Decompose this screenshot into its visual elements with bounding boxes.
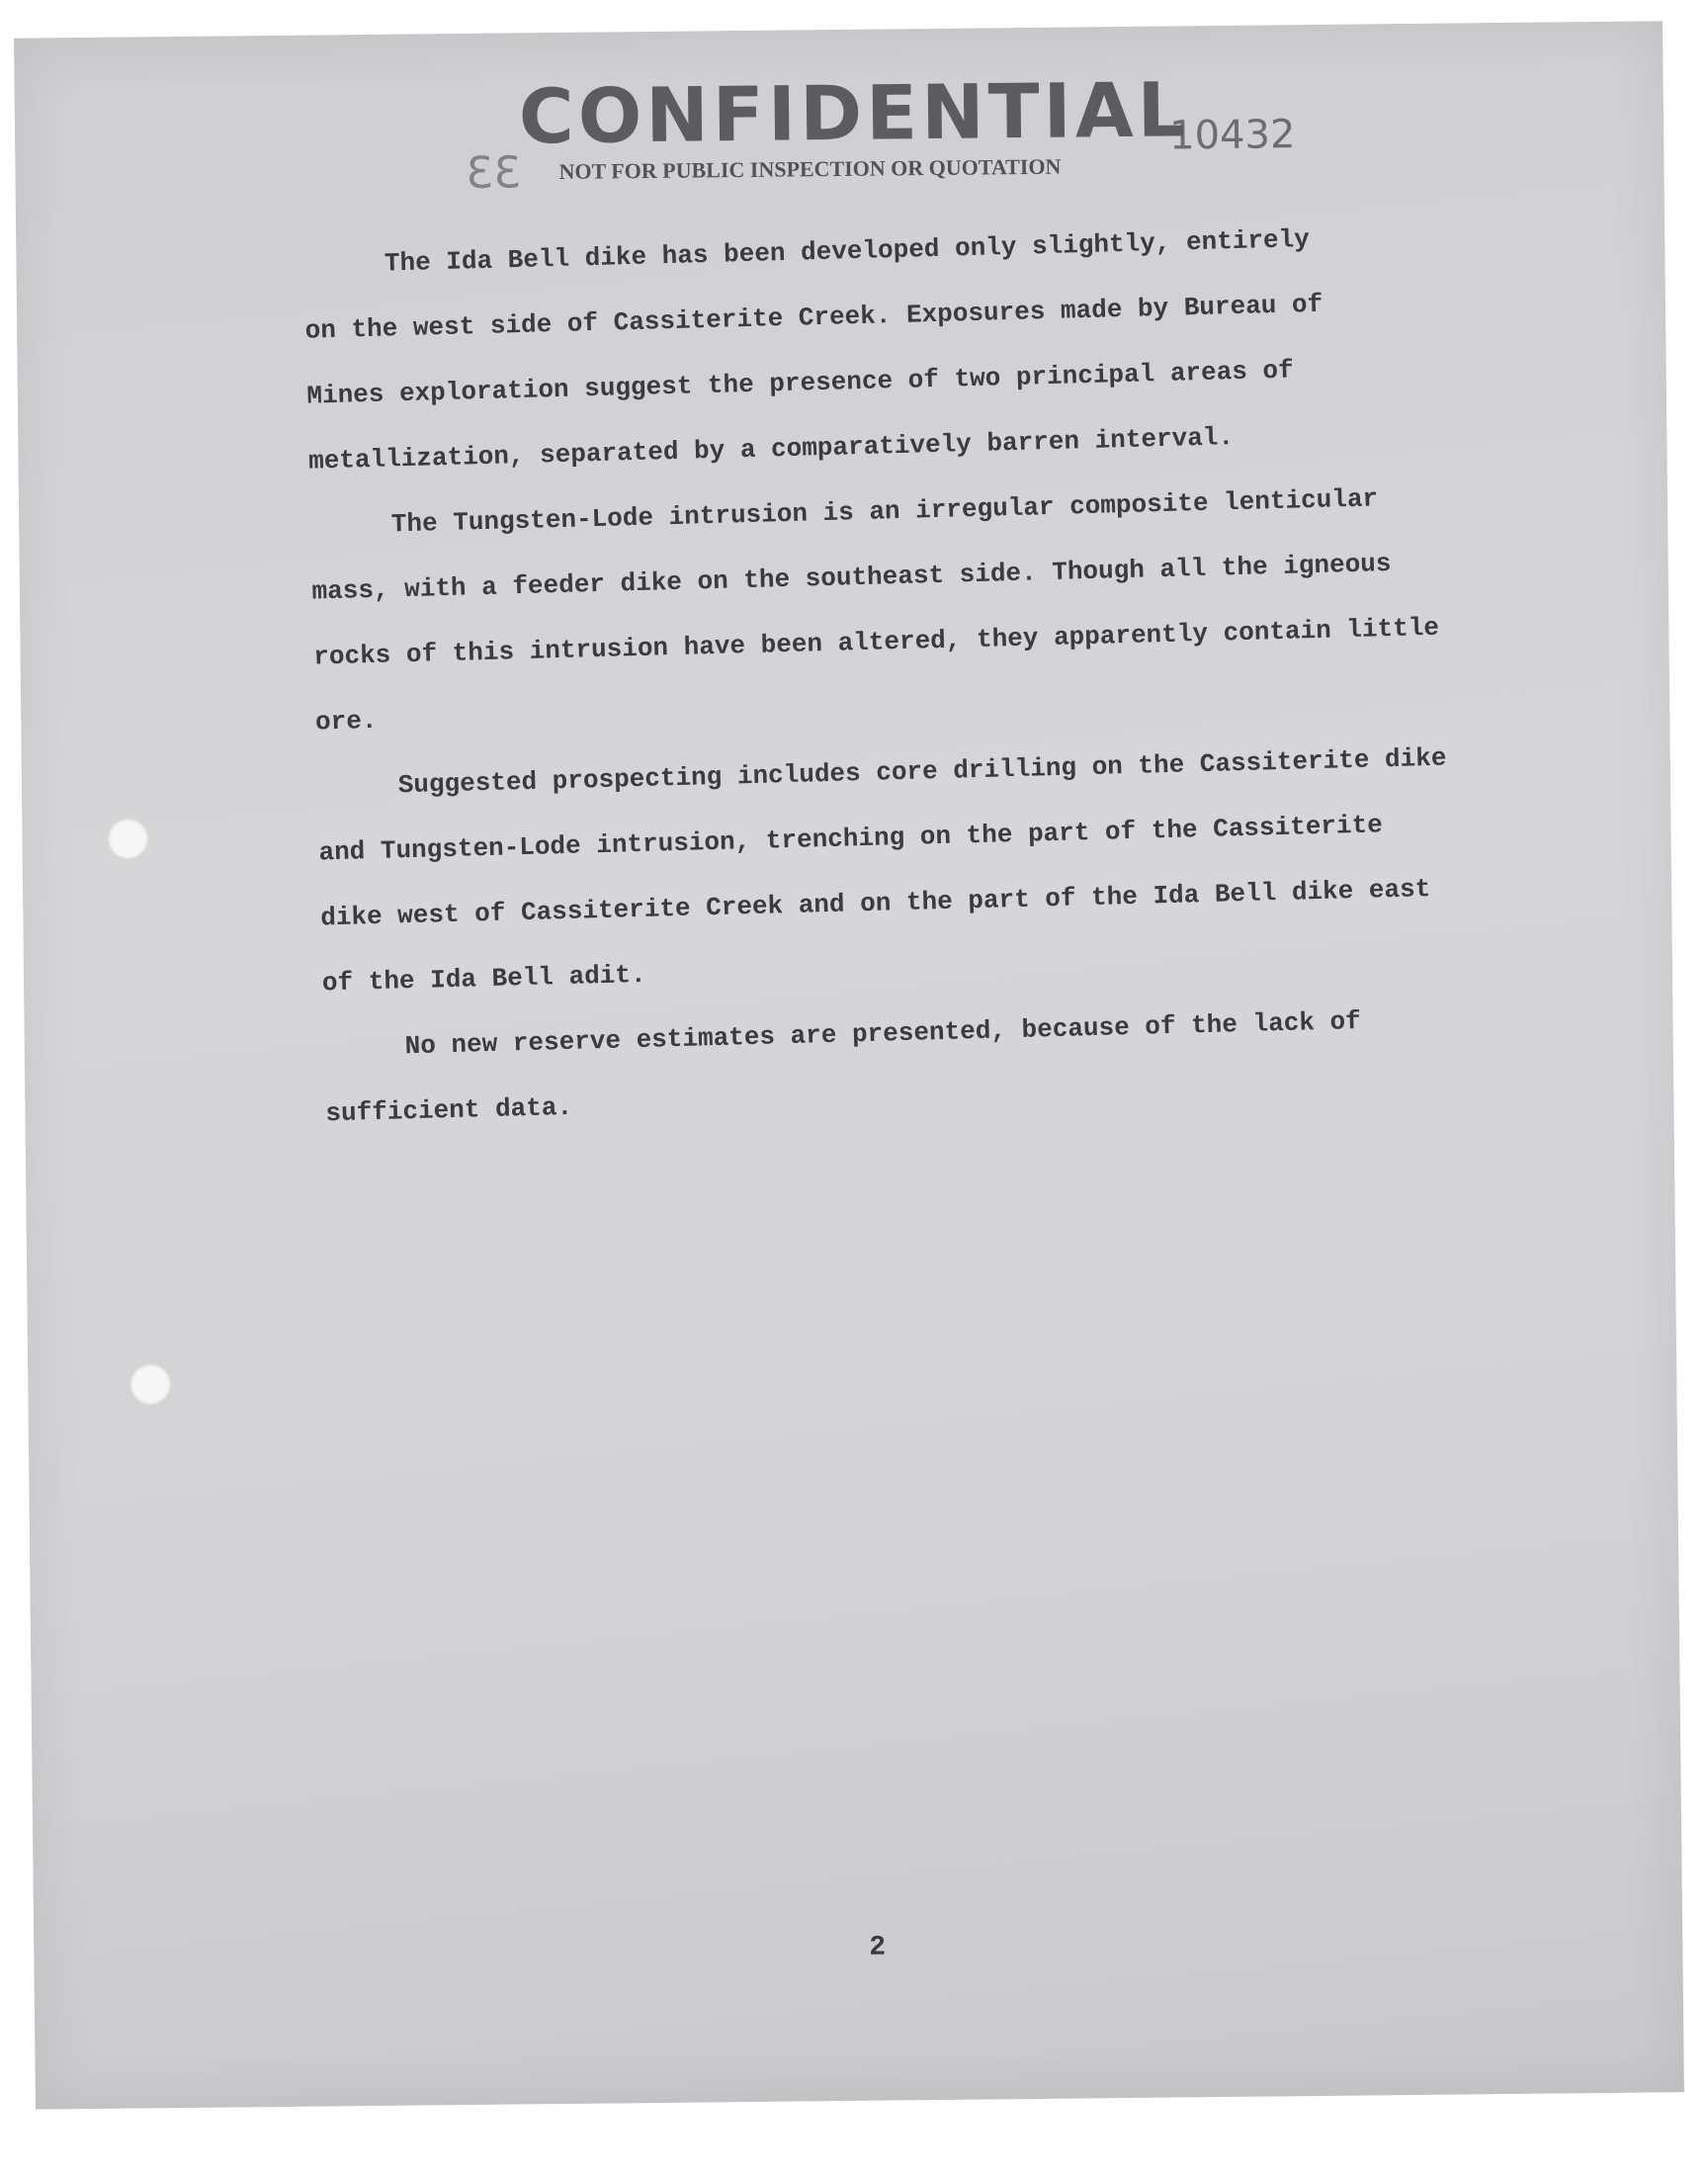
confidential-stamp xyxy=(508,65,1260,192)
body-text xyxy=(302,203,1493,1147)
stamp-title: CONFIDENTIAL xyxy=(518,65,1190,161)
handwritten-number-right: 10432 xyxy=(1168,112,1296,159)
punch-hole xyxy=(107,818,148,859)
paragraph-reserve-estimates: No new reserve estimates are presented, because of the lack of sufficient data. xyxy=(325,1005,1377,1129)
document-page xyxy=(14,21,1684,2109)
punch-hole xyxy=(129,1363,171,1405)
paragraph-prospecting: Suggested prospecting includes core drilling on the Cassiterite dike and Tungsten-Lode intrusion, trenching on the part of the Cassiterite dike west of Cassiterite Creek and on the part of the Ida Bell dike east of the Ida Bell adit. xyxy=(318,742,1463,999)
paragraph-ida-bell: The Ida Bell dike has been developed only slightly, entirely on the west side of Cassiterite Creek. Exposures made by Bureau of Mines exploration suggest the presence of two principal areas of metallization, separated by a comparatively barren interval. xyxy=(304,223,1339,477)
handwritten-number-left: 33 xyxy=(466,147,522,199)
stamp-subtitle: NOT FOR PUBLIC INSPECTION OR QUOTATION xyxy=(558,153,1062,184)
paragraph-tungsten-lode: The Tungsten-Lode intrusion is an irregular composite lenticular mass, with a feeder dike on the southeast side. Though all the igneous rocks of this intrusion have been altered, they apparently contain little ore. xyxy=(311,482,1455,738)
page-number: 2 xyxy=(869,1932,887,1963)
